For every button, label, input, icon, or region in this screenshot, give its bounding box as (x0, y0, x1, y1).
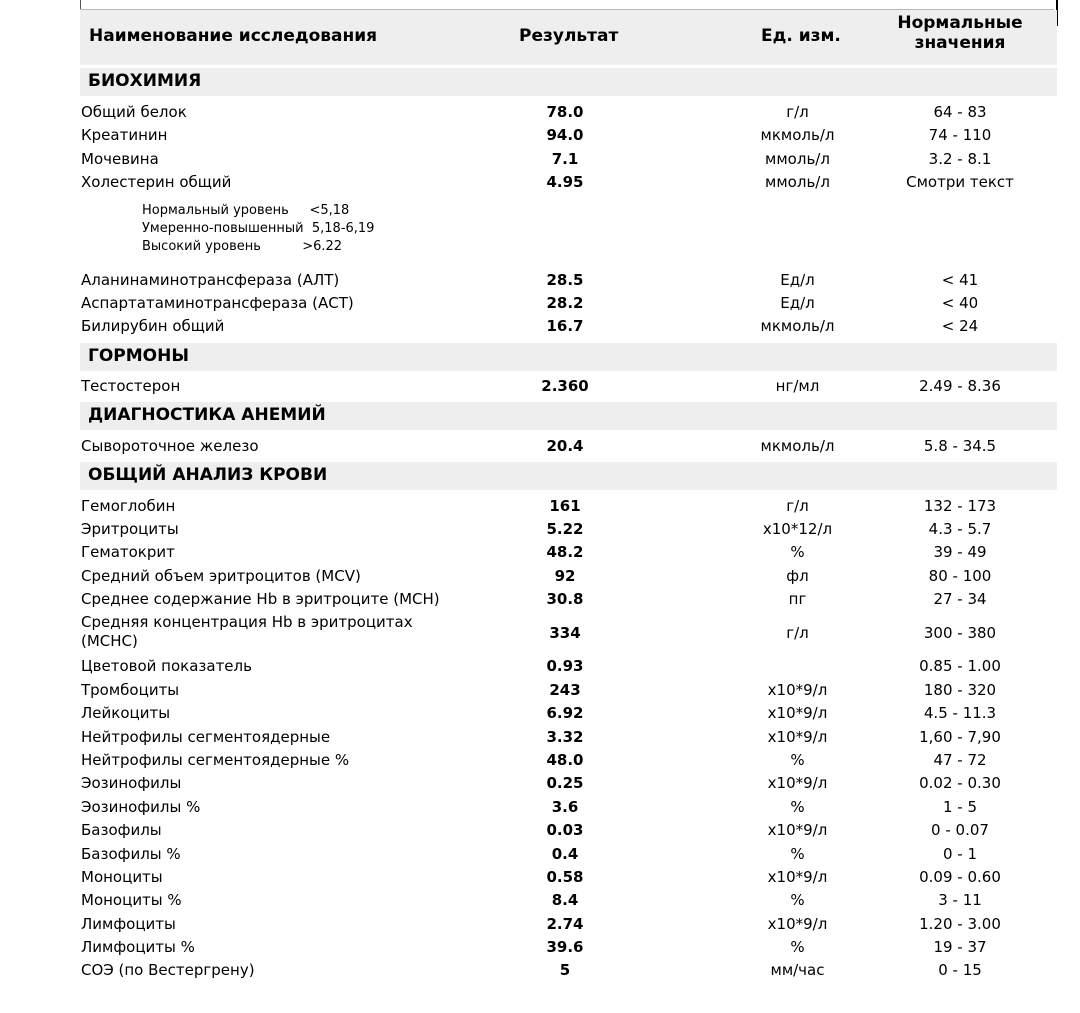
row-norm: 74 - 110 (928, 126, 992, 144)
table-row (80, 842, 1057, 865)
table-row (80, 678, 1057, 701)
row-name: Сывороточное железо (81, 437, 259, 455)
row-result: 0.4 (551, 845, 579, 863)
row-norm: 132 - 173 (923, 497, 997, 515)
row-result: 161 (549, 497, 581, 515)
row-result: 334 (549, 624, 581, 642)
table-row (80, 654, 1057, 677)
row-norm: 1 - 5 (942, 798, 978, 816)
row-unit: Ед/л (780, 294, 815, 312)
row-unit: х10*9/л (767, 915, 828, 933)
row-norm: < 41 (941, 271, 979, 289)
section-title: ДИАГНОСТИКА АНЕМИЙ (88, 405, 326, 425)
row-name: Нейтрофилы сегментоядерные (81, 728, 331, 746)
row-name: Гемоглобин (81, 497, 176, 515)
row-name: Эритроциты (81, 520, 179, 538)
table-row (80, 725, 1057, 748)
row-unit: х10*9/л (767, 681, 828, 699)
row-unit: х10*9/л (767, 728, 828, 746)
row-unit: % (790, 543, 805, 561)
row-norm: < 24 (941, 317, 979, 335)
table-row (80, 935, 1057, 958)
row-result: 0.25 (546, 774, 584, 792)
row-unit: Ед/л (780, 271, 815, 289)
row-unit: % (790, 845, 805, 863)
section-title: БИОХИМИЯ (88, 71, 202, 91)
row-norm: 300 - 380 (923, 624, 997, 642)
row-unit: % (790, 751, 805, 769)
table-row (80, 865, 1057, 888)
section-title: ГОРМОНЫ (88, 346, 189, 366)
row-unit: пг (788, 590, 807, 608)
row-unit: ммоль/л (765, 173, 830, 191)
row-name: Мочевина (81, 150, 159, 168)
table-row (80, 701, 1057, 724)
row-unit: х10*9/л (767, 868, 828, 886)
row-result: 0.93 (546, 657, 584, 675)
table-row (80, 771, 1057, 794)
table-row (80, 612, 1057, 656)
row-name: Тромбоциты (81, 681, 180, 699)
section-title: ОБЩИЙ АНАЛИЗ КРОВИ (88, 465, 328, 485)
section-biochem (80, 68, 1057, 96)
row-name: Общий белок (81, 103, 187, 121)
row-result: 5 (559, 961, 571, 979)
row-result: 7.1 (551, 150, 579, 168)
row-result: 5.22 (546, 520, 584, 538)
table-row (80, 540, 1057, 563)
row-norm: < 40 (941, 294, 979, 312)
row-unit: г/л (786, 497, 809, 515)
row-result: 2.74 (546, 915, 584, 933)
row-result: 28.2 (546, 294, 584, 312)
row-norm: 1,60 - 7,90 (919, 728, 1001, 746)
table-row (80, 912, 1057, 935)
table-header (80, 10, 1057, 65)
note-line: Высокий уровень >6.22 (142, 239, 343, 254)
row-result: 0.03 (546, 821, 584, 839)
row-result: 28.5 (546, 271, 584, 289)
table-row (80, 494, 1057, 517)
table-row (80, 888, 1057, 911)
row-name: Лимфоциты % (81, 938, 195, 956)
row-norm: 180 - 320 (923, 681, 997, 699)
note-line: Умеренно-повышенный 5,18-6,19 (142, 221, 375, 236)
table-row (80, 170, 1057, 193)
row-unit: % (790, 798, 805, 816)
header-result: Результат (519, 26, 619, 46)
row-norm: 39 - 49 (933, 543, 987, 561)
section-anemia (80, 402, 1057, 430)
row-result: 3.6 (551, 798, 579, 816)
header-norm (870, 13, 1050, 53)
row-norm: 4.5 - 11.3 (923, 704, 997, 722)
row-unit: нг/мл (775, 377, 820, 395)
row-norm: 2.49 - 8.36 (919, 377, 1001, 395)
row-unit: х10*9/л (767, 774, 828, 792)
table-row (80, 958, 1057, 981)
header-unit: Ед. изм. (761, 26, 841, 46)
table-row (80, 517, 1057, 540)
row-unit: ммоль/л (765, 150, 830, 168)
row-name: Лейкоциты (81, 704, 171, 722)
row-unit: х10*9/л (767, 821, 828, 839)
cholesterol-note (142, 202, 374, 256)
row-name: Эозинофилы % (81, 798, 201, 816)
row-unit: мкмоль/л (760, 437, 835, 455)
row-name: Билирубин общий (81, 317, 225, 335)
row-norm: 27 - 34 (933, 590, 987, 608)
row-result: 8.4 (551, 891, 579, 909)
row-result: 39.6 (546, 938, 584, 956)
row-name: Холестерин общий (81, 173, 232, 191)
row-result: 30.8 (546, 590, 584, 608)
row-result: 2.360 (541, 377, 589, 395)
row-norm: 0 - 15 (938, 961, 982, 979)
row-result: 0.58 (546, 868, 584, 886)
row-unit: мкмоль/л (760, 317, 835, 335)
row-result: 243 (549, 681, 581, 699)
row-norm: 0 - 1 (942, 845, 978, 863)
row-name: Аланинаминотрансфераза (АЛТ) (81, 271, 340, 289)
table-row (80, 818, 1057, 841)
row-result: 20.4 (546, 437, 584, 455)
table-row (80, 564, 1057, 587)
row-name: Среднее содержание Hb в эритроците (MCH) (81, 590, 440, 608)
row-result: 94.0 (546, 126, 584, 144)
row-unit: г/л (786, 624, 809, 642)
header-norm-line2: значения (914, 33, 1006, 53)
section-blood (80, 462, 1057, 490)
row-name: Средний объем эритроцитов (MCV) (81, 567, 361, 585)
note-line: Нормальный уровень <5,18 (142, 203, 350, 218)
row-unit: мкмоль/л (760, 126, 835, 144)
row-norm: 0.85 - 1.00 (919, 657, 1001, 675)
table-row (80, 587, 1057, 610)
row-norm: 1.20 - 3.00 (919, 915, 1001, 933)
row-name: Базофилы % (81, 845, 181, 863)
row-name: Моноциты % (81, 891, 182, 909)
row-norm: 64 - 83 (933, 103, 987, 121)
row-norm: 0.02 - 0.30 (919, 774, 1001, 792)
row-norm: 19 - 37 (933, 938, 987, 956)
row-name: СОЭ (по Вестергрену) (81, 961, 255, 979)
row-name: Гематокрит (81, 543, 175, 561)
row-result: 78.0 (546, 103, 584, 121)
row-name: Креатинин (81, 126, 168, 144)
table-row (80, 100, 1057, 123)
table-row (80, 795, 1057, 818)
row-name: Тестостерон (81, 377, 181, 395)
table-row (80, 748, 1057, 771)
row-result: 3.32 (546, 728, 584, 746)
section-hormones (80, 343, 1057, 371)
row-name: Средняя концентрация Hb в эритроцитах (MCHC) (81, 613, 413, 650)
row-norm: 3 - 11 (938, 891, 982, 909)
row-name: Базофилы (81, 821, 162, 839)
row-norm: 0.09 - 0.60 (919, 868, 1001, 886)
row-name: Нейтрофилы сегментоядерные % (81, 751, 350, 769)
row-result: 4.95 (546, 173, 584, 191)
row-norm: 3.2 - 8.1 (928, 150, 992, 168)
row-norm: 0 - 0.07 (931, 821, 989, 839)
row-norm: 47 - 72 (933, 751, 987, 769)
row-name: Эозинофилы (81, 774, 182, 792)
row-norm: 4.3 - 5.7 (928, 520, 992, 538)
table-row (80, 314, 1057, 337)
header-name: Наименование исследования (89, 26, 378, 46)
row-norm: Смотри текст (906, 173, 1014, 191)
row-name: Моноциты (81, 868, 163, 886)
row-result: 48.2 (546, 543, 584, 561)
table-row (80, 434, 1057, 457)
row-unit: фл (786, 567, 809, 585)
row-name: Лимфоциты (81, 915, 176, 933)
row-unit: % (790, 891, 805, 909)
row-name: Аспартатаминотрансфераза (АСТ) (81, 294, 354, 312)
row-unit: х10*12/л (762, 520, 833, 538)
table-row (80, 147, 1057, 170)
table-row (80, 291, 1057, 314)
header-norm-line1: Нормальные (897, 13, 1023, 33)
row-result: 92 (554, 567, 576, 585)
row-norm: 80 - 100 (928, 567, 992, 585)
row-unit: г/л (786, 103, 809, 121)
table-row (80, 123, 1057, 146)
row-unit: % (790, 938, 805, 956)
row-result: 48.0 (546, 751, 584, 769)
row-result: 16.7 (546, 317, 584, 335)
row-unit: мм/час (770, 961, 825, 979)
row-result: 6.92 (546, 704, 584, 722)
table-row (80, 268, 1057, 291)
table-row (80, 374, 1057, 397)
row-name: Цветовой показатель (81, 657, 252, 675)
row-unit: х10*9/л (767, 704, 828, 722)
row-norm: 5.8 - 34.5 (923, 437, 997, 455)
